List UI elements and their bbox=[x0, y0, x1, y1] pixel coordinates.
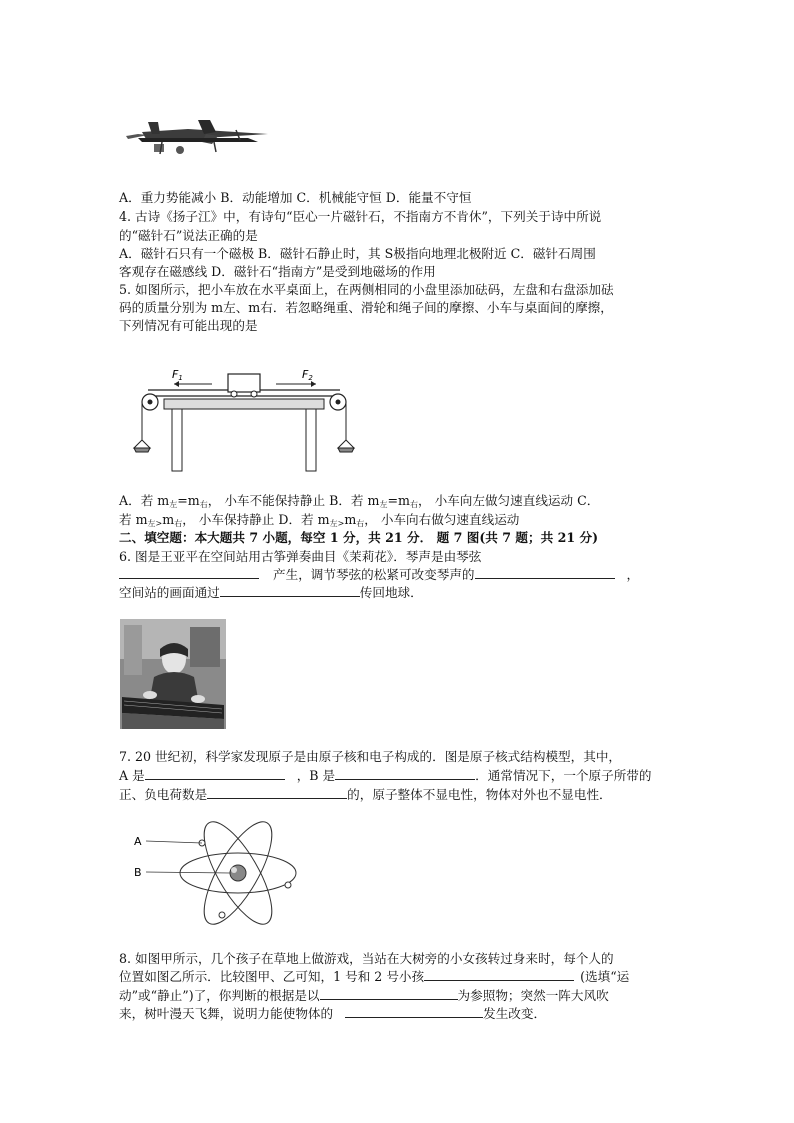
force-f1-label: F1 bbox=[172, 368, 183, 382]
q3-option-b: B．动能增加 bbox=[220, 190, 293, 205]
atom-model-figure bbox=[130, 815, 310, 930]
q5-stem-line3: 下列情况有可能出现的是 bbox=[119, 318, 258, 333]
label-b: B bbox=[134, 866, 142, 879]
q6-stem-line3: 空间站的画面通过 传回地球． bbox=[119, 585, 423, 600]
guzheng-photo bbox=[120, 619, 226, 729]
q7-stem-line2: A 是 ，B 是 ．通常情况下，一个原子所带的 bbox=[119, 768, 652, 783]
label-a: A bbox=[134, 835, 142, 848]
answer-blank[interactable] bbox=[207, 786, 347, 799]
q4-stem-line1: 4. 古诗《扬子江》中，有诗句“臣心一片磁针石，不指南方不肯休”，下列关于诗中所说 bbox=[119, 209, 602, 224]
answer-blank[interactable] bbox=[345, 1005, 483, 1018]
answer-blank[interactable] bbox=[119, 566, 259, 579]
q3-option-c: C．机械能守恒 bbox=[296, 190, 382, 205]
answer-blank[interactable] bbox=[424, 968, 574, 981]
cart-pulley-figure bbox=[132, 366, 356, 476]
q4-options-line1: A．磁针石只有一个磁极 B．磁针石静止时，其 S极指向地理北极附近 C．磁针石周围 bbox=[119, 246, 596, 261]
q3-option-d: D．能量不守恒 bbox=[385, 190, 472, 205]
drone-image bbox=[118, 112, 270, 162]
q6-stem-line2: 产生，调节琴弦的松紧可改变琴声的 ， bbox=[119, 566, 639, 584]
q5-stem-line1: 5. 如图所示，把小车放在水平桌面上，在两侧相同的小盘里添加砝码，左盘和右盘添加砝 bbox=[119, 282, 614, 297]
q4-stem-line2: 的“磁针石”说法正确的是 bbox=[119, 228, 258, 243]
section-heading: 二、填空题：本大题共 7 小题，每空 1 分，共 21 分． 题 7 图(共 7 题；共 21 分) bbox=[119, 530, 599, 545]
q8-stem-line3: 动”或“静止”)了，你判断的根据是以 为参照物；突然一阵大风吹 bbox=[119, 988, 609, 1003]
q7-stem-line3: 正、负电荷数是 的，原子整体不显电性，物体对外也不显电性． bbox=[119, 787, 612, 802]
answer-blank[interactable] bbox=[320, 987, 458, 1000]
answer-blank[interactable] bbox=[335, 767, 475, 780]
q8-stem-line2: 位置如图乙所示．比较图甲、乙可知，1 号和 2 号小孩 (选填“运 bbox=[119, 969, 630, 984]
answer-blank[interactable] bbox=[145, 767, 285, 780]
force-f2-label: F2 bbox=[302, 368, 313, 382]
q5-options-line1: A．若 $m_左=m_右$， 小车不能保持静止 B．若 $m_左=m_右$， 小车向左做匀速直线运动 C． bbox=[119, 493, 600, 509]
q6-stem-line1: 6. 图是王亚平在空间站用古筝弹奏曲目《茉莉花》．琴声是由琴弦 bbox=[119, 549, 482, 564]
q7-stem-line1: 7. 20 世纪初，科学家发现原子是由原子核和电子构成的．图是原子核式结构模型，其中， bbox=[119, 749, 622, 764]
q8-stem-line1: 8. 如图甲所示，几个孩子在草地上做游戏，当站在大树旁的小女孩转过身来时，每个人的 bbox=[119, 951, 614, 966]
q8-stem-line4: 来，树叶漫天飞舞，说明力能使物体的 发生改变． bbox=[119, 1006, 547, 1021]
q3-options bbox=[119, 189, 471, 207]
answer-blank[interactable] bbox=[220, 584, 360, 597]
q3-option-a: A．重力势能减小 bbox=[119, 190, 217, 205]
q5-stem-line2: 码的质量分别为 m左、m右．若忽略绳重、滑轮和绳子间的摩擦、小车与桌面间的摩擦， bbox=[119, 300, 613, 315]
q5-options-line2: 若 $m_{左>}m_右$， 小车保持静止 D．若 $m_{左>}m_右$， 小车向右做匀速直线运动 bbox=[119, 512, 520, 528]
q4-options-line2: 客观存在磁感线 D．磁针石“指南方”是受到地磁场的作用 bbox=[119, 264, 436, 279]
answer-blank[interactable] bbox=[475, 566, 615, 579]
